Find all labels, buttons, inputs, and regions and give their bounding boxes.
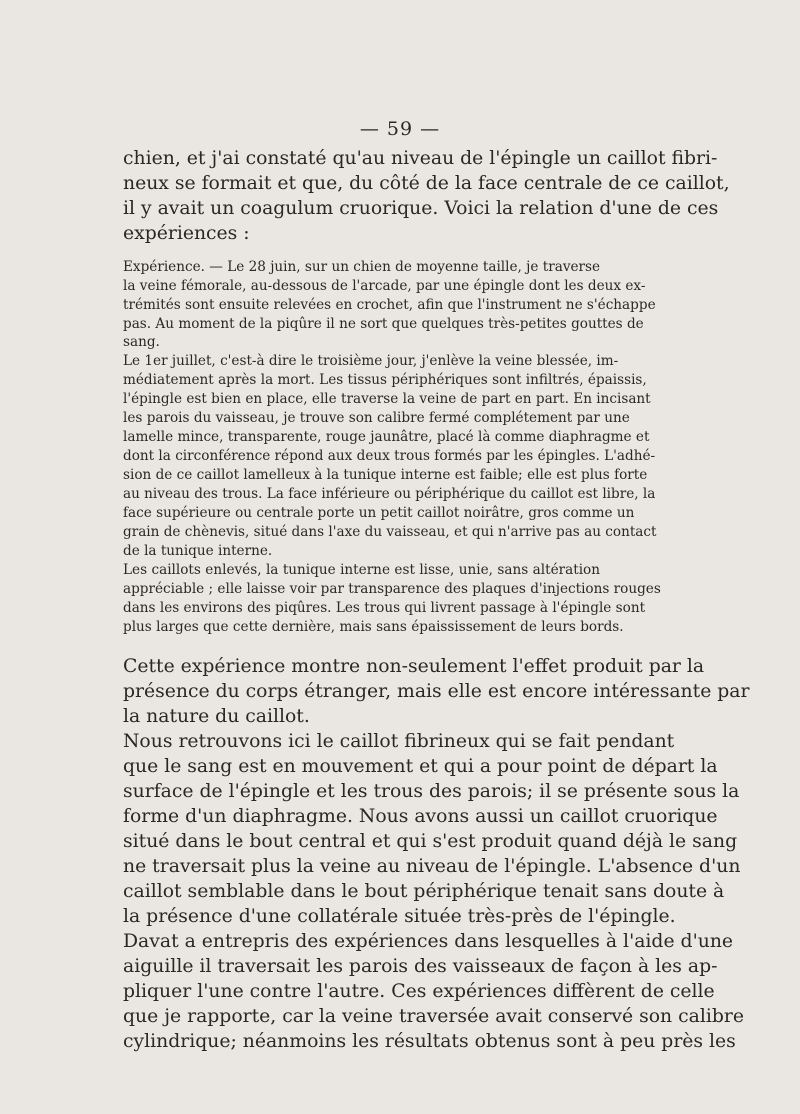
text-line: Le 1er juillet, c'est-à dire le troisième jour, j'enlève la veine blessée, im- (123, 353, 619, 369)
text-line: Les caillots enlevés, la tunique interne est lisse, unie, sans altération (123, 562, 600, 578)
text-line: lamelle mince, transparente, rouge jaunâtre, placé là comme diaphragme et (123, 429, 650, 445)
text-line: neux se formait et que, du côté de la face centrale de ce caillot, (123, 173, 730, 194)
page-number: — 59 — (359, 118, 441, 140)
text-line: médiatement après la mort. Les tissus périphériques sont infiltrés, épaissis, (123, 372, 647, 388)
text-line: dans les environs des piqûres. Les trous qui livrent passage à l'épingle sont (123, 600, 646, 616)
text-line: aiguille il traversait les parois des vaisseaux de façon à les ap- (123, 956, 718, 977)
text-line: Nous retrouvons ici le caillot fibrineux qui se fait pendant (123, 731, 675, 752)
text-line: sang. (123, 334, 160, 350)
text-line: la veine fémorale, au-dessous de l'arcade, par une épingle dont les deux ex- (123, 278, 646, 294)
text-line: il y avait un coagulum cruorique. Voici la relation d'une de ces (123, 198, 719, 219)
text-line: caillot semblable dans le bout périphérique tenait sans doute à (123, 881, 725, 902)
text-line: la nature du caillot. (123, 706, 310, 727)
text-line: sion de ce caillot lamelleux à la tunique interne est faible; elle est plus forte (123, 467, 648, 483)
text-line: dont la circonférence répond aux deux trous formés par les épingles. L'adhé- (123, 448, 656, 464)
text-line: les parois du vaisseau, je trouve son calibre fermé complétement par une (123, 410, 630, 426)
text-line: chien, et j'ai constaté qu'au niveau de l'épingle un caillot fibri- (123, 148, 718, 169)
text-line: cylindrique; néanmoins les résultats obtenus sont à peu près les (123, 1031, 736, 1052)
text-line: expériences : (123, 223, 250, 244)
text-line: que le sang est en mouvement et qui a pour point de départ la (123, 756, 718, 777)
text-line: situé dans le bout central et qui s'est produit quand déjà le sang (123, 831, 738, 852)
text-line: appréciable ; elle laisse voir par transparence des plaques d'injections rouges (123, 581, 661, 597)
text-line: grain de chènevis, situé dans l'axe du vaisseau, et qui n'arrive pas au contact (123, 524, 657, 540)
text-line: surface de l'épingle et les trous des parois; il se présente sous la (123, 781, 740, 802)
text-line: la présence d'une collatérale située très-près de l'épingle. (123, 906, 676, 927)
text-line: ne traversait plus la veine au niveau de l'épingle. L'absence d'un (123, 856, 741, 877)
text-line: pas. Au moment de la piqûre il ne sort que quelques très-petites gouttes de (123, 316, 644, 332)
text-line: que je rapporte, car la veine traversée avait conservé son calibre (123, 1006, 744, 1027)
text-line: de la tunique interne. (123, 543, 273, 559)
text-line: l'épingle est bien en place, elle traverse la veine de part en part. En incisant (123, 391, 651, 407)
text-line: Expérience. — Le 28 juin, sur un chien de moyenne taille, je traverse (123, 259, 601, 275)
text-line: plus larges que cette dernière, mais sans épaississement de leurs bords. (123, 619, 624, 635)
text-line: trémités sont ensuite relevées en crochet, afin que l'instrument ne s'échappe (123, 297, 656, 313)
text-line: Cette expérience montre non-seulement l'effet produit par la (123, 656, 705, 677)
text-line: forme d'un diaphragme. Nous avons aussi un caillot cruorique (123, 806, 718, 827)
text-line: pliquer l'une contre l'autre. Ces expériences diffèrent de celle (123, 981, 715, 1002)
text-line: Davat a entrepris des expériences dans lesquelles à l'aide d'une (123, 931, 734, 952)
text-line: présence du corps étranger, mais elle est encore intéressante par (123, 681, 750, 702)
text-line: au niveau des trous. La face inférieure ou périphérique du caillot est libre, la (123, 486, 656, 502)
text-line: face supérieure ou centrale porte un petit caillot noirâtre, gros comme un (123, 505, 635, 521)
